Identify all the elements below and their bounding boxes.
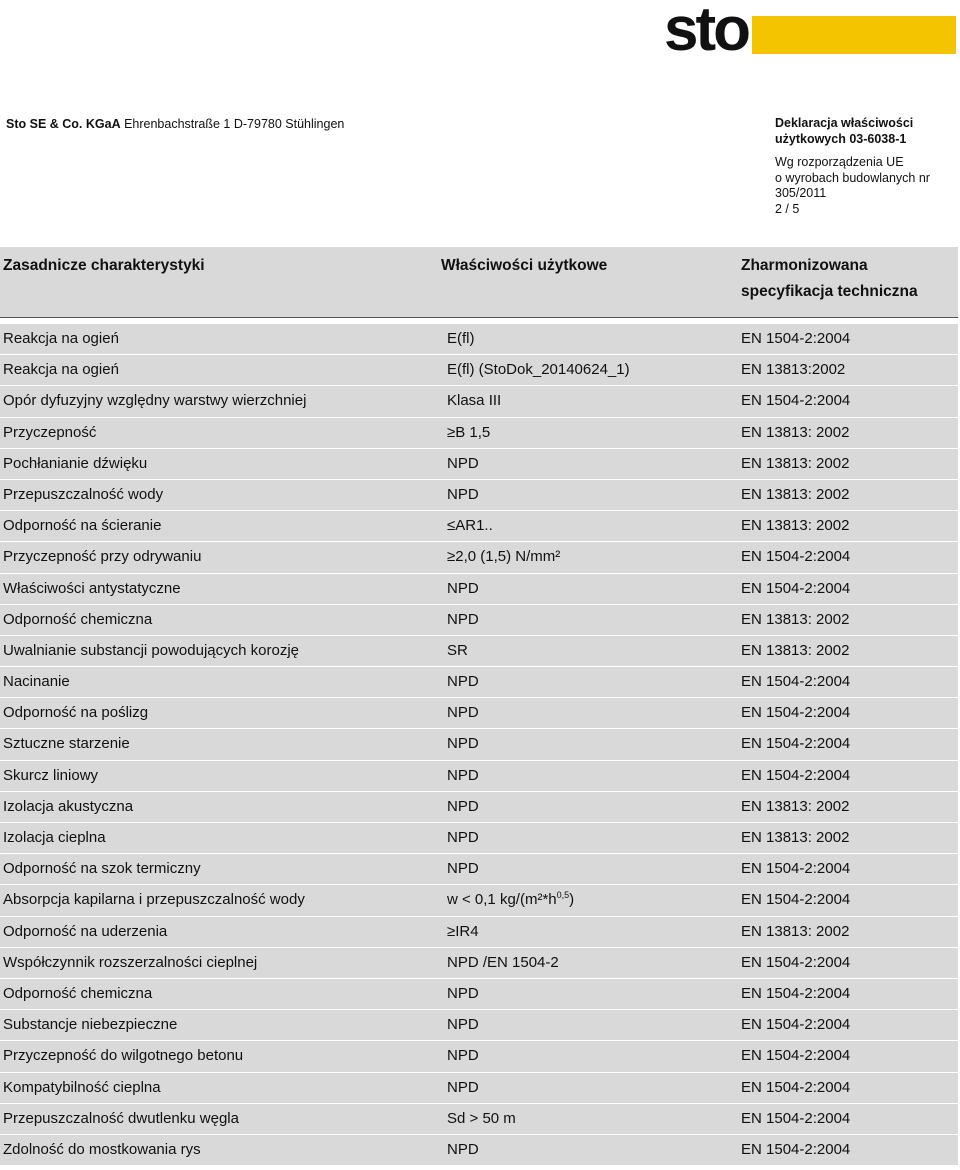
performance-cell: NPD /EN 1504-2 [447,953,559,971]
specification-cell: EN 1504-2:2004 [741,1078,851,1096]
specification-cell: EN 1504-2:2004 [741,953,851,971]
performance-cell: Sd > 50 m [447,1109,516,1127]
characteristic-cell: Przepuszczalność dwutlenku węgla [3,1109,239,1127]
table-row [0,761,958,792]
performance-cell: Klasa III [447,392,502,410]
table-row [0,1010,958,1041]
table-row [0,698,958,729]
performance-value: w < 0,1 kg/(m²*h [447,891,557,909]
characteristic-cell: Substancje niebezpieczne [3,1016,178,1034]
performance-cell: E(fl) (StoDok_20140624_1) [447,361,630,379]
specification-cell: EN 1504-2:2004 [741,891,851,909]
specification-cell: EN 13813: 2002 [741,829,850,846]
performance-cell: NPD [447,984,479,1002]
characteristic-cell: Uwalnianie substancji powodujących korozję [3,641,299,659]
characteristic-cell: Odporność chemiczna [3,610,153,628]
table-header [0,247,958,318]
company-address: Ehrenbachstraße 1 D-79780 Stühlingen [124,117,345,131]
characteristic-cell: Odporność na uderzenia [3,922,168,940]
table-row [0,480,958,511]
specification-cell: EN 1504-2:2004 [741,860,851,878]
characteristic-cell: Nacinanie [3,673,70,691]
specification-cell: EN 1504-2:2004 [741,704,851,722]
characteristic-cell: Skurcz liniowy [3,766,99,784]
specification-cell: EN 1504-2:2004 [741,330,851,347]
specification-cell: EN 1504-2:2004 [741,548,851,566]
performance-cell: NPD [447,766,479,784]
performance-cell: NPD [447,1016,479,1034]
table-body [0,318,958,1166]
performance-cell: E(fl) [447,330,475,347]
header-characteristics: Zasadnicze charakterystyki [3,257,205,274]
table-row [0,792,958,823]
properties-table [0,247,958,1166]
table-row [0,1041,958,1072]
performance-cell: NPD [447,797,479,815]
specification-cell: EN 13813: 2002 [741,797,850,815]
performance-cell: ≥IR4 [447,922,479,940]
characteristic-cell: Przyczepność [3,423,97,441]
specification-cell: EN 1504-2:2004 [741,392,851,410]
specification-cell: EN 13813: 2002 [741,922,850,940]
sto-logo [664,2,956,56]
table-row [0,324,958,355]
specification-cell: EN 1504-2:2004 [741,673,851,691]
specification-cell: EN 13813: 2002 [741,641,850,659]
specification-cell: EN 1504-2:2004 [741,1140,851,1158]
header-specification-line2: specyfikacja techniczna [741,283,918,300]
performance-value-tail: ) [569,891,575,909]
performance-cell: NPD [447,673,479,691]
table-row [0,667,958,698]
specification-cell: EN 1504-2:2004 [741,1109,851,1127]
logo-yellow-bar [752,16,956,54]
characteristic-cell: Izolacja cieplna [3,829,106,846]
performance-exponent: 0,5 [556,890,570,901]
performance-cell: NPD [447,454,479,472]
table-row [0,1073,958,1104]
specification-cell: EN 13813: 2002 [741,454,850,472]
table-row [0,948,958,979]
table-row [0,729,958,760]
table-row [0,1135,958,1166]
performance-cell: SR [447,641,468,659]
characteristic-cell: Przyczepność przy odrywaniu [3,548,202,566]
table-row [0,885,958,916]
doc-title-line2: użytkowych 03-6038-1 [775,131,907,146]
characteristic-cell: Właściwości antystatyczne [3,579,181,597]
characteristic-cell: Odporność na poślizg [3,704,149,722]
performance-cell: NPD [447,1078,479,1096]
table-row [0,605,958,636]
characteristic-cell: Przyczepność do wilgotnego betonu [3,1047,244,1065]
page-number: 2 / 5 [775,201,800,216]
performance-cell: ≥B 1,5 [447,423,491,441]
specification-cell: EN 13813: 2002 [741,517,850,535]
characteristic-cell: Pochłanianie dźwięku [3,454,148,472]
performance-cell: NPD [447,704,479,722]
table-row [0,386,958,417]
specification-cell: EN 13813: 2002 [741,485,850,503]
performance-cell: NPD [447,1140,479,1158]
characteristic-cell: Kompatybilność cieplna [3,1078,161,1096]
specification-cell: EN 1504-2:2004 [741,1016,851,1034]
table-row [0,979,958,1010]
table-row [0,542,958,573]
performance-cell: NPD [447,829,479,846]
company-name: Sto SE & Co. KGaA [6,117,121,131]
characteristic-cell: Przepuszczalność wody [3,485,164,503]
characteristic-cell: Współczynnik rozszerzalności cieplnej [3,953,258,971]
characteristic-cell: Absorpcja kapilarna i przepuszczalność wody [3,891,305,909]
characteristic-cell: Opór dyfuzyjny względny warstwy wierzchniej [3,392,307,410]
specification-cell: EN 13813: 2002 [741,423,850,441]
header-performance: Właściwości użytkowe [441,257,608,274]
logo-text: sto [664,2,748,56]
specification-cell: EN 13813:2002 [741,361,846,379]
performance-cell: NPD [447,485,479,503]
doc-title-line1: Deklaracja właściwości [775,116,914,130]
performance-cell [447,891,574,909]
table-row [0,355,958,386]
table-row [0,854,958,885]
performance-cell: NPD [447,579,479,597]
regulation-line1: Wg rozporządzenia UE [775,155,904,169]
characteristic-cell: Odporność chemiczna [3,984,153,1002]
characteristic-cell: Reakcja na ogień [3,330,119,347]
table-row [0,823,958,854]
characteristic-cell: Reakcja na ogień [3,361,119,379]
table-row [0,511,958,542]
characteristic-cell: Izolacja akustyczna [3,797,134,815]
header-specification-line1: Zharmonizowana [741,257,868,274]
specification-cell: EN 1504-2:2004 [741,1047,851,1065]
table-row [0,917,958,948]
table-row [0,574,958,605]
characteristic-cell: Sztuczne starzenie [3,735,130,753]
regulation-line3: 305/2011 [775,186,827,200]
performance-cell: ≥2,0 (1,5) N/mm² [447,548,561,566]
specification-cell: EN 1504-2:2004 [741,766,851,784]
specification-cell: EN 1504-2:2004 [741,735,851,753]
header-specification [741,253,918,305]
table-row [0,449,958,480]
performance-cell: ≤AR1.. [447,517,493,535]
table-row [0,1104,958,1135]
specification-cell: EN 1504-2:2004 [741,984,851,1002]
performance-cell: NPD [447,1047,479,1065]
company-line [6,116,344,132]
performance-cell: NPD [447,860,479,878]
regulation-line2: o wyrobach budowlanych nr [775,170,930,185]
performance-cell: NPD [447,735,479,753]
characteristic-cell: Odporność na szok termiczny [3,860,201,878]
table-row [0,418,958,449]
performance-cell: NPD [447,610,479,628]
table-row [0,636,958,667]
characteristic-cell: Zdolność do mostkowania rys [3,1140,201,1158]
specification-cell: EN 1504-2:2004 [741,579,851,597]
specification-cell: EN 13813: 2002 [741,610,850,628]
document-header [775,116,955,217]
characteristic-cell: Odporność na ścieranie [3,517,162,535]
